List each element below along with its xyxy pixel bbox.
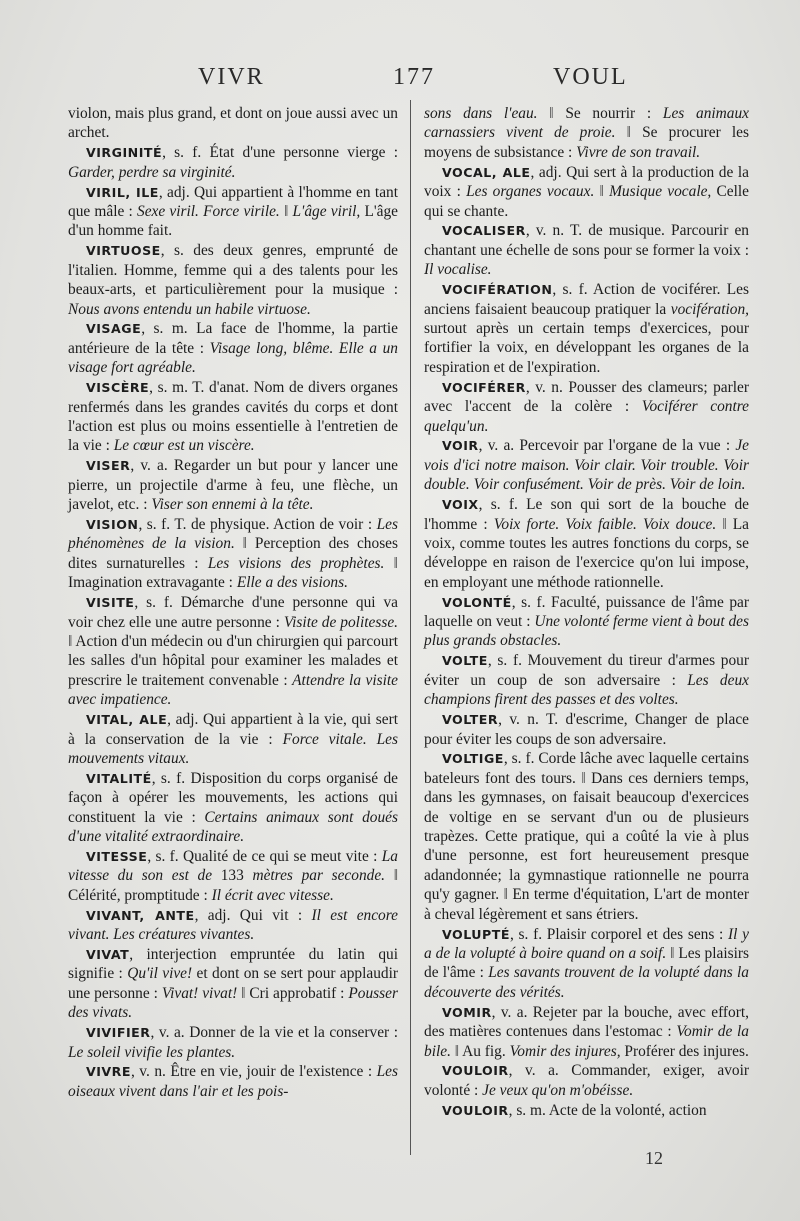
- entry-definition: violon, mais plus grand, et dont on joue aussi avec un archet.: [68, 105, 398, 142]
- entry-headword: VOIX: [442, 497, 479, 513]
- dictionary-entry: [68, 945, 398, 1023]
- entry-definition: Imagination extravagante :: [68, 574, 237, 592]
- entry-example: Pousser des vivats.: [68, 984, 398, 1022]
- entry-example: Je vois d'ici notre maison. Voir clair. Voir trouble. Voir double. Voir confusément. Voir de près. Voir de loin.: [424, 437, 749, 494]
- dictionary-entry: [68, 143, 398, 182]
- entry-example: Les phénomènes de la vision.: [68, 516, 398, 553]
- entry-definition: , adj. Qui vit :: [194, 906, 312, 924]
- entry-example: Le soleil vivifie les plantes.: [68, 1043, 236, 1061]
- entry-definition: En terme d'équitation, L'art de monter à cheval légèrement et sans étriers.: [424, 886, 749, 923]
- entry-headword: VISITE: [86, 595, 135, 611]
- sense-separator: ‖: [279, 203, 293, 221]
- entry-example: Les animaux carnassiers vivent de proie.: [424, 105, 749, 142]
- entry-headword: VOLTE: [442, 653, 488, 669]
- dictionary-entry: [424, 104, 749, 162]
- entry-headword: VIVAT: [86, 946, 130, 962]
- dictionary-entry: [68, 319, 398, 377]
- entry-definition: , s. f. Démarche d'une personne qui va voir chez elle une autre personne :: [68, 594, 398, 631]
- entry-headword: VOLUPTÉ: [442, 926, 510, 942]
- dictionary-entry: [424, 925, 749, 1003]
- entry-headword: VITAL, ALE: [86, 712, 168, 728]
- entry-example: Les oiseaux vivent dans l'air et les pois-: [68, 1063, 398, 1100]
- entry-definition: Au fig.: [462, 1042, 510, 1060]
- entry-definition: , s. f. Le son qui sort de la bouche de l'homme :: [424, 496, 749, 533]
- sense-separator: ‖: [615, 124, 643, 142]
- entry-headword: VITALITÉ: [86, 770, 152, 786]
- entry-definition: , v. n. T. de musique. Parcourir en chantant une échelle de sons pour se former la voix :: [424, 222, 749, 259]
- entry-headword: VIVIFIER: [86, 1025, 151, 1041]
- entry-definition: , adj. Qui appartient à l'homme en tant que mâle :: [68, 183, 398, 221]
- dictionary-entry: [68, 1062, 398, 1101]
- entry-headword: VOMIR: [442, 1004, 492, 1020]
- entry-definition: , v. a. Regarder un but pour y lancer une pierre, un projectile d'arme à feu, une flèche, un javelot, etc. :: [68, 457, 398, 514]
- dictionary-entry: [424, 436, 749, 494]
- dictionary-entry: [424, 651, 749, 709]
- entry-example: Il est encore vivant. Les créatures vivantes.: [68, 906, 398, 944]
- column-rule: [410, 100, 411, 1155]
- entry-definition: , v. n. T. d'escrime, Changer de place pour éviter les coups de son adversaire.: [424, 711, 749, 748]
- entry-example: Vomir des injures,: [509, 1042, 621, 1060]
- entry-headword: VISER: [86, 458, 131, 474]
- entry-definition: L'âge d'un homme fait.: [68, 203, 398, 240]
- sense-separator: ‖: [499, 886, 513, 904]
- entry-example: Qu'il vive!: [127, 965, 193, 983]
- header-first-guide-word: VIVR: [198, 64, 265, 90]
- dictionary-entry: [424, 710, 749, 749]
- dictionary-entry: [424, 280, 749, 377]
- entry-definition: , s. f. Mouvement du tireur d'armes pour éviter un coup de son adversaire :: [424, 652, 749, 689]
- running-header: [0, 64, 800, 94]
- entry-example: Attendre la visite avec impatience.: [68, 671, 398, 709]
- dictionary-entry: [68, 906, 398, 945]
- left-column: [68, 104, 398, 1102]
- dictionary-entry: [68, 593, 398, 709]
- entry-definition: , s. f. Action de vociférer. Les anciens faisaient beaucoup pratiquer la: [424, 281, 749, 318]
- dictionary-entry: [424, 749, 749, 924]
- entry-headword: VISAGE: [86, 321, 142, 337]
- entry-headword: VOLTER: [442, 712, 499, 728]
- dictionary-entry: [68, 847, 398, 905]
- sense-separator: ‖: [450, 1042, 463, 1060]
- entry-headword: VIVRE: [86, 1064, 131, 1080]
- dictionary-entry: [68, 183, 398, 241]
- entry-headword: VOCIFÉRATION: [442, 282, 553, 298]
- entry-headword: VISION: [86, 517, 139, 533]
- entry-example: Viser son ennemi à la tête.: [151, 496, 314, 514]
- entry-definition: et dont on se sert pour applaudir une personne :: [68, 965, 399, 1002]
- entry-example: Elle a des visions.: [236, 574, 348, 592]
- entry-definition: , s. m. La face de l'homme, la partie antérieure de la tête :: [68, 320, 398, 357]
- entry-example: Nous avons entendu un habile virtuose.: [68, 300, 311, 318]
- entry-definition: Celle qui se chante.: [424, 183, 749, 220]
- entry-headword: VIRIL, ILE: [86, 184, 159, 200]
- dictionary-entry: [424, 1101, 749, 1120]
- entry-example: vocifération,: [670, 300, 749, 318]
- dictionary-entry: [424, 1003, 749, 1061]
- entry-example: Les savants trouvent de la volupté dans la découverte des vérités.: [424, 964, 749, 1001]
- entry-example: Sexe viril. Force virile.: [137, 203, 280, 221]
- entry-definition: , v. a. Rejeter par la bouche, avec effort, des matières contenues dans l'estomac :: [424, 1003, 749, 1041]
- entry-definition: , s. f. État d'une personne vierge :: [162, 144, 398, 162]
- entry-definition: surtout après un certain temps d'exercices, pour fortifier la voix, en développant les organes de la respiration et de l'expiration.: [424, 319, 749, 376]
- entry-example: Vivre de son travail.: [576, 143, 701, 161]
- entry-definition: , v. n. Pousser des clameurs; parler avec l'accent de la colère :: [424, 378, 749, 416]
- entry-example: Les deux champions firent des passes et des voltes.: [424, 671, 749, 709]
- entry-headword: VOLONTÉ: [442, 594, 512, 610]
- entry-example: Vivat! vivat!: [161, 984, 238, 1002]
- entry-definition: Célérité, promptitude :: [68, 886, 212, 904]
- sense-separator: ‖: [68, 632, 76, 650]
- entry-example: mètres par seconde.: [252, 867, 386, 885]
- entry-example: Visage long, blême. Elle a un visage fort agréable.: [68, 339, 398, 377]
- dictionary-entry: [68, 241, 398, 319]
- entry-definition: Les plaisirs de l'âme :: [424, 944, 749, 982]
- sense-separator: ‖: [575, 769, 592, 787]
- entry-example: Il vocalise.: [424, 261, 492, 279]
- entry-headword: VISCÈRE: [86, 380, 150, 396]
- entry-definition: , v. a. Donner de la vie et la conserver :: [150, 1024, 398, 1042]
- entry-headword: VIVANT, ANTE: [86, 907, 195, 923]
- sense-separator: ‖: [716, 515, 733, 533]
- dictionary-entry: [424, 378, 749, 436]
- entry-example: Les organes vocaux.: [466, 183, 595, 201]
- entry-headword: VIRGINITÉ: [86, 145, 163, 161]
- entry-headword: VOLTIGE: [442, 751, 504, 767]
- entry-headword: VOULOIR: [442, 1102, 509, 1118]
- entry-definition: Action d'un médecin ou d'un chirurgien qui parcourt les salles d'un hôpital pour examiner les malades et prescrire le traitement convenable :: [68, 632, 398, 689]
- entry-definition: , s. f. T. de physique. Action de voir :: [138, 516, 377, 534]
- entry-definition: , s. f. Disposition du corps organisé de façon à opérer les mouvements, les actions qui constituent la vie :: [68, 769, 398, 826]
- sense-separator: ‖: [537, 105, 566, 122]
- entry-definition: , interjection empruntée du latin qui signifie :: [68, 945, 398, 983]
- sense-separator: ‖: [237, 984, 250, 1002]
- dictionary-entry: [68, 710, 398, 768]
- entry-definition: La voix, comme toutes les autres fonctions du corps, se développe en raison de l'exercice qu'on lui impose, en employant une méthode rationnelle.: [424, 515, 750, 591]
- dictionary-entry: [424, 495, 749, 592]
- signature-mark: 12: [645, 1148, 663, 1168]
- entry-example: Vomir de la bile.: [424, 1023, 749, 1060]
- dictionary-entry: [68, 456, 398, 514]
- entry-example: Il y a de la volupté à boire quand on a soif.: [424, 925, 749, 962]
- entry-definition: 133: [212, 867, 253, 885]
- sense-separator: ‖: [234, 535, 255, 553]
- dictionary-entry: [68, 769, 398, 847]
- entry-example: Une volonté ferme vient à bout des plus grands obstacles.: [424, 613, 749, 650]
- entry-headword: VOULOIR: [442, 1063, 509, 1079]
- entry-definition: , v. a. Commander, exiger, avoir volonté :: [424, 1062, 749, 1099]
- dictionary-entry: [424, 1061, 749, 1100]
- entry-definition: Proférer des injures.: [620, 1042, 749, 1060]
- dictionary-entry: [424, 221, 749, 279]
- sense-separator: ‖: [384, 554, 399, 572]
- dictionary-entry: [68, 378, 398, 456]
- entry-example: Les visions des prophètes.: [207, 554, 385, 572]
- entry-example: Voix forte. Voix faible. Voix douce.: [493, 515, 717, 533]
- entry-headword: VITESSE: [86, 848, 148, 864]
- entry-example: Vociférer contre quelqu'un.: [424, 398, 749, 435]
- entry-example: Visite de politesse.: [283, 613, 398, 631]
- entry-definition: , v. n. Être en vie, jouir de l'existence :: [130, 1063, 377, 1081]
- entry-example: Garder, perdre sa virginité.: [68, 163, 236, 181]
- sense-separator: ‖: [666, 944, 679, 962]
- entry-headword: VIRTUOSE: [86, 243, 161, 259]
- sense-separator: ‖: [385, 867, 399, 885]
- entry-definition: , s. des deux genres, emprunté de l'italien. Homme, femme qui a des talents pour les beaux-arts, et particulièrement pour la musique :: [68, 242, 398, 299]
- dictionary-entry: [68, 1023, 398, 1062]
- entry-headword: VOCALISER: [442, 223, 526, 239]
- entry-definition: , adj. Qui appartient à la vie, qui sert à la conservation de la vie :: [68, 711, 399, 748]
- entry-definition: Se procurer les moyens de subsistance :: [424, 124, 749, 161]
- entry-definition: , v. a. Percevoir par l'organe de la vue :: [478, 437, 736, 455]
- entry-definition: Perception des choses dites surnaturelles :: [68, 535, 398, 572]
- header-page-number: 177: [393, 64, 435, 90]
- dictionary-entry: [68, 104, 398, 143]
- entry-example: Force vitale. Les mouvements vitaux.: [68, 730, 398, 767]
- entry-definition: , s. f. Corde lâche avec laquelle certains bateleurs font des tours.: [424, 750, 749, 787]
- entry-headword: VOIR: [442, 438, 479, 454]
- header-last-guide-word: VOUL: [553, 64, 628, 90]
- entry-definition: , s. f. Faculté, puissance de l'âme par laquelle on veut :: [424, 593, 749, 631]
- entry-definition: , s. m. T. d'anat. Nom de divers organes renfermés dans les grandes cavités du corps et dont l'action est plus ou moins essentielle à l'entretien de la vie :: [68, 379, 398, 455]
- right-column: [424, 104, 749, 1121]
- entry-example: L'âge viril,: [292, 203, 361, 221]
- entry-example: Je veux qu'on m'obéisse.: [482, 1081, 634, 1099]
- sense-separator: ‖: [594, 183, 610, 201]
- entry-headword: VOCAL, ALE: [442, 164, 531, 180]
- entry-definition: , s. m. Acte de la volonté, action: [508, 1101, 707, 1119]
- entry-definition: , adj. Qui sert à la production de la voix :: [424, 163, 749, 201]
- entry-definition: Se nourrir :: [565, 105, 663, 122]
- entry-definition: , s. f. Qualité de ce qui se meut vite :: [147, 847, 382, 865]
- entry-definition: Dans ces derniers temps, dans les gymnases, on faisait beaucoup d'exercices de voltige en se servant d'un ou de plusieurs trapèzes. Cette pratique, qui a coûté la vie à plus d'une personne, est fort heureusement presque adandonnée; la gymnastique rationnelle ne pourra qu'y gagner.: [424, 769, 749, 904]
- dictionary-entry: [424, 593, 749, 651]
- entry-headword: VOCIFÉRER: [442, 379, 526, 395]
- entry-example: Il écrit avec vitesse.: [211, 886, 334, 904]
- entry-example: La vitesse du son est de: [68, 847, 398, 885]
- dictionary-entry: [424, 163, 749, 221]
- entry-example: Certains animaux sont doués d'une vitalité extraordinaire.: [68, 808, 398, 846]
- entry-example: Le cœur est un viscère.: [113, 437, 255, 455]
- entry-definition: , s. f. Plaisir corporel et des sens :: [509, 925, 729, 943]
- dictionary-entry: [68, 515, 398, 593]
- entry-definition: Cri approbatif :: [249, 984, 349, 1002]
- entry-example: sons dans l'eau.: [424, 105, 538, 122]
- entry-example: Musique vocale,: [609, 183, 712, 201]
